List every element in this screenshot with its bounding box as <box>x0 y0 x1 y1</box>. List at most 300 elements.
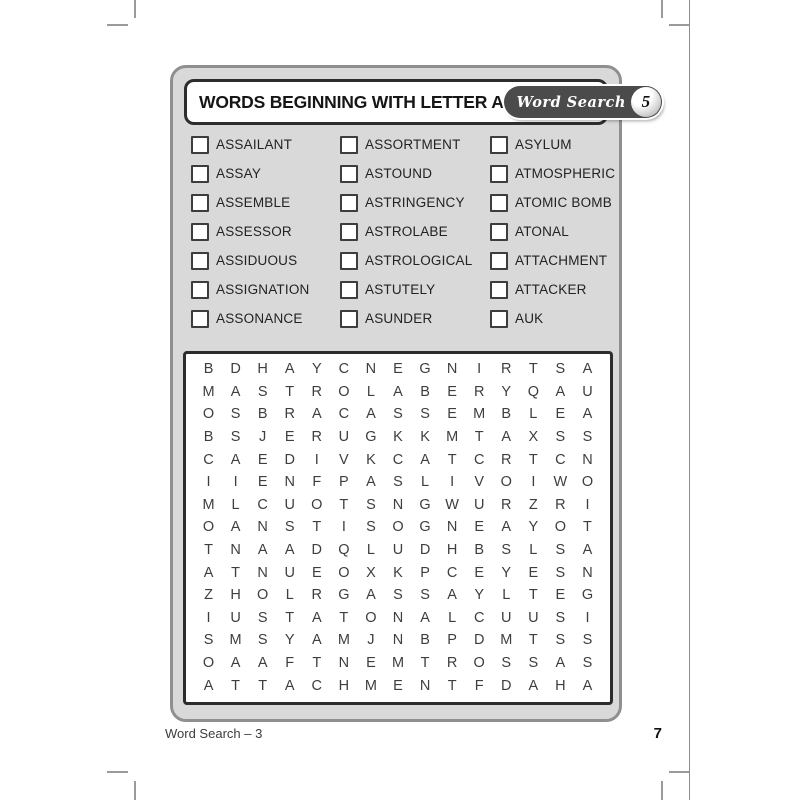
grid-letter: T <box>583 519 592 536</box>
grid-letter: T <box>474 429 484 446</box>
grid-letter: B <box>203 361 214 378</box>
word-label: ATONAL <box>515 224 569 239</box>
grid-letter: S <box>366 496 376 513</box>
grid-letter: A <box>311 406 322 423</box>
grid-letter: Y <box>501 383 512 400</box>
word-item <box>340 246 490 275</box>
grid-letter: S <box>555 632 566 649</box>
grid-letter: S <box>555 429 566 446</box>
word-label: ATTACHMENT <box>515 253 608 268</box>
grid-letter: I <box>585 496 590 513</box>
badge-number: 5 <box>641 92 651 111</box>
grid-letter: K <box>393 429 403 446</box>
word-item <box>490 304 625 333</box>
page-title: WORDS BEGINNING WITH LETTER A <box>199 91 504 112</box>
grid-letter: I <box>314 451 319 468</box>
grid-letter: R <box>501 361 512 378</box>
word-item <box>340 304 490 333</box>
footer-book-title: Word Search – 3 <box>165 726 263 741</box>
grid-letter: X <box>366 564 376 581</box>
grid-letter: T <box>231 564 241 581</box>
word-checkbox[interactable] <box>191 310 209 328</box>
grid-letter: U <box>528 609 539 626</box>
grid-letter: S <box>393 474 403 491</box>
grid-letter: C <box>446 564 458 581</box>
grid-letter: U <box>582 383 593 400</box>
grid-letter: D <box>311 542 323 559</box>
grid-letter: I <box>206 474 211 491</box>
grid-letter: H <box>555 677 566 694</box>
grid-letter: S <box>420 587 430 604</box>
word-item <box>340 130 490 159</box>
grid-letter: T <box>204 542 213 559</box>
word-item <box>191 159 340 188</box>
word-checkbox[interactable] <box>490 281 508 299</box>
grid-letter: G <box>419 496 431 513</box>
grid-letter: S <box>501 655 512 672</box>
grid-letter: E <box>528 564 539 581</box>
grid-letter: D <box>230 361 241 378</box>
grid-letter: B <box>203 429 214 446</box>
crop-mark-bottom-right-horizontal <box>669 771 690 773</box>
grid-letter: A <box>284 677 295 694</box>
grid-letter: B <box>420 383 430 400</box>
grid-letter: F <box>474 677 484 694</box>
grid-letter: C <box>473 451 485 468</box>
grid-letter: L <box>366 542 375 559</box>
crop-mark-top-right-horizontal <box>669 24 690 26</box>
grid-letter: U <box>284 496 295 513</box>
grid-letter: F <box>285 655 295 672</box>
grid-letter: T <box>339 609 349 626</box>
grid-letter: L <box>285 587 294 604</box>
grid-letter: M <box>202 496 215 513</box>
grid-letter: O <box>500 474 512 491</box>
word-checkbox[interactable] <box>490 310 508 328</box>
grid-letter: G <box>419 361 431 378</box>
word-item <box>490 217 625 246</box>
grid-letter: J <box>259 429 267 446</box>
word-checkbox[interactable] <box>340 165 358 183</box>
grid-letter: E <box>555 587 566 604</box>
grid-letter: T <box>420 655 430 672</box>
grid-letter: T <box>231 677 241 694</box>
word-checkbox[interactable] <box>191 136 209 154</box>
word-checkbox[interactable] <box>490 252 508 270</box>
grid-letter: G <box>365 429 377 446</box>
grid-letter: A <box>230 451 241 468</box>
grid-letter: S <box>420 406 430 423</box>
word-item <box>340 275 490 304</box>
grid-letter: E <box>474 564 485 581</box>
grid-letter: H <box>338 677 350 694</box>
grid-letter: O <box>581 474 594 491</box>
grid-letter: O <box>202 655 215 672</box>
grid-letter: M <box>500 632 513 649</box>
word-label: ATOMIC BOMB <box>515 195 612 210</box>
word-list <box>191 130 625 333</box>
grid-letter: S <box>555 542 566 559</box>
word-checkbox[interactable] <box>490 165 508 183</box>
word-column-3 <box>490 130 625 333</box>
grid-letter: U <box>338 429 350 446</box>
grid-letter: H <box>230 587 241 604</box>
grid-letter: A <box>284 361 295 378</box>
grid-letter: W <box>553 474 568 491</box>
grid-letter: N <box>284 474 295 491</box>
grid-letter: V <box>474 474 485 491</box>
grid-letter: N <box>257 519 268 536</box>
grid-letter: A <box>284 542 295 559</box>
grid-letter: N <box>392 496 404 513</box>
grid-letter: B <box>257 406 268 423</box>
grid-letter: N <box>338 655 350 672</box>
grid-letter: Y <box>474 587 485 604</box>
grid-letter: T <box>528 451 538 468</box>
grid-letter: A <box>528 677 539 694</box>
grid-letter: M <box>229 632 242 649</box>
grid-letter: R <box>473 383 485 400</box>
word-label: ASSESSOR <box>216 224 292 239</box>
grid-letter: A <box>257 542 268 559</box>
grid-letter: O <box>338 564 350 581</box>
word-checkbox[interactable] <box>191 165 209 183</box>
grid-letter: K <box>420 429 430 446</box>
grid-letter: U <box>230 609 241 626</box>
crop-mark-top-left-horizontal <box>107 24 128 26</box>
word-label: ASSIDUOUS <box>216 253 298 268</box>
grid-letter: I <box>531 474 536 491</box>
grid-letter: L <box>529 542 538 559</box>
grid-letter: L <box>366 383 375 400</box>
grid-letter: E <box>366 655 376 672</box>
grid-letter: N <box>582 564 593 581</box>
crop-mark-bottom-left-vertical <box>134 781 136 800</box>
grid-letter: Q <box>527 383 539 400</box>
grid-letter: S <box>203 632 214 649</box>
word-label: ASYLUM <box>515 137 572 152</box>
grid-letter: M <box>364 677 377 694</box>
word-checkbox[interactable] <box>191 223 209 241</box>
crop-mark-top-left-vertical <box>134 0 136 18</box>
page-number: 7 <box>653 725 662 742</box>
grid-letter: C <box>555 451 566 468</box>
grid-letter: N <box>392 609 404 626</box>
grid-letter: O <box>473 655 485 672</box>
word-checkbox[interactable] <box>340 281 358 299</box>
crop-mark-top-right-vertical <box>661 0 663 18</box>
word-label: ASTOUND <box>365 166 433 181</box>
word-item <box>490 159 625 188</box>
grid-letter: T <box>285 609 295 626</box>
grid-letter: T <box>447 451 457 468</box>
grid-letter: O <box>365 609 377 626</box>
word-item <box>191 246 340 275</box>
grid-letter: U <box>501 609 512 626</box>
grid-letter: V <box>339 451 349 468</box>
grid-letter: E <box>393 677 403 694</box>
grid-letter: I <box>341 519 346 536</box>
grid-letter: E <box>257 451 268 468</box>
grid-letter: D <box>419 542 431 559</box>
grid-letter: R <box>311 383 323 400</box>
grid-letter: S <box>393 587 403 604</box>
word-label: ASTRINGENCY <box>365 195 465 210</box>
word-label: ASSEMBLE <box>216 195 291 210</box>
word-label: ATTACKER <box>515 282 587 297</box>
grid-letter: L <box>529 406 538 423</box>
grid-letter: L <box>421 474 430 491</box>
word-label: ASSIGNATION <box>216 282 310 297</box>
grid-letter: M <box>473 406 486 423</box>
grid-letter: A <box>555 383 566 400</box>
word-item <box>490 246 625 275</box>
word-item <box>490 130 625 159</box>
grid-letter: S <box>555 609 566 626</box>
grid-letter: Y <box>311 361 322 378</box>
grid-letter: N <box>365 361 377 378</box>
page-trim-line <box>689 0 690 800</box>
grid-letter: P <box>447 632 457 649</box>
word-label: ASSAY <box>216 166 262 181</box>
grid-letter: O <box>392 519 404 536</box>
word-checkbox[interactable] <box>490 223 508 241</box>
word-checkbox[interactable] <box>340 194 358 212</box>
grid-letter: I <box>477 361 482 378</box>
grid-letter: E <box>257 474 268 491</box>
grid-letter: A <box>420 451 430 468</box>
word-checkbox[interactable] <box>191 194 209 212</box>
grid-letter: S <box>284 519 295 536</box>
grid-letter: A <box>393 383 403 400</box>
grid-letter: N <box>446 519 458 536</box>
grid-letter: R <box>501 451 512 468</box>
grid-letter: C <box>311 677 323 694</box>
grid-letter: R <box>284 406 295 423</box>
grid-letter: T <box>528 361 538 378</box>
grid-letter: T <box>312 519 322 536</box>
crop-mark-bottom-right-vertical <box>661 781 663 800</box>
grid-letter: G <box>338 587 350 604</box>
word-label: ATMOSPHERIC <box>515 166 616 181</box>
grid-letter: Z <box>204 587 213 604</box>
grid-letter: T <box>528 587 538 604</box>
grid-letter: S <box>501 542 512 559</box>
grid-letter: R <box>446 655 458 672</box>
grid-letter: N <box>582 451 593 468</box>
grid-letter: T <box>447 677 457 694</box>
grid-letter: E <box>284 429 295 446</box>
word-item <box>191 217 340 246</box>
grid-letter: O <box>257 587 269 604</box>
grid-letter: S <box>393 406 403 423</box>
grid-letter: U <box>284 564 295 581</box>
grid-letter: B <box>420 632 430 649</box>
grid-letter: D <box>473 632 485 649</box>
grid-letter: Y <box>284 632 295 649</box>
page-footer <box>165 725 662 742</box>
grid-letter: T <box>339 496 349 513</box>
grid-letter: S <box>555 564 566 581</box>
word-column-2 <box>340 130 490 333</box>
grid-letter: T <box>258 677 268 694</box>
grid-letter: M <box>446 429 459 446</box>
grid-letter: N <box>419 677 431 694</box>
grid-letter: A <box>582 361 593 378</box>
word-checkbox[interactable] <box>340 310 358 328</box>
grid-letter: S <box>257 609 268 626</box>
grid-letter: L <box>231 496 240 513</box>
crop-mark-bottom-left-horizontal <box>107 771 128 773</box>
grid-letter: K <box>393 564 403 581</box>
grid-letter: N <box>230 542 241 559</box>
grid-letter: S <box>528 655 539 672</box>
grid-letter: P <box>339 474 349 491</box>
word-item <box>191 275 340 304</box>
grid-letter: A <box>555 655 566 672</box>
grid-letter: M <box>391 655 405 672</box>
grid-letter: E <box>474 519 485 536</box>
grid-letter: T <box>528 632 538 649</box>
word-label: ASSONANCE <box>216 311 303 326</box>
grid-letter: M <box>202 383 215 400</box>
grid-letter: S <box>230 429 241 446</box>
grid-letter: K <box>366 451 376 468</box>
grid-letter: S <box>257 383 268 400</box>
grid-letter: C <box>338 406 350 423</box>
grid-letter: N <box>392 632 404 649</box>
grid-letter: A <box>366 474 376 491</box>
grid-letter: W <box>445 496 459 513</box>
grid-letter: R <box>311 587 323 604</box>
grid-letter: O <box>554 519 567 536</box>
grid-letter: L <box>448 609 457 626</box>
grid-letter: P <box>420 564 430 581</box>
word-checkbox[interactable] <box>340 252 358 270</box>
word-item <box>340 188 490 217</box>
grid-letter: L <box>502 587 511 604</box>
word-checkbox[interactable] <box>490 136 508 154</box>
grid-letter: A <box>582 677 593 694</box>
grid-letter: A <box>311 632 322 649</box>
word-column-1 <box>191 130 340 333</box>
grid-letter: E <box>447 383 457 400</box>
word-checkbox[interactable] <box>340 223 358 241</box>
grid-letter: H <box>257 361 268 378</box>
grid-letter: S <box>366 519 376 536</box>
grid-letter: Z <box>528 496 538 513</box>
grid-letter: D <box>284 451 295 468</box>
grid-letter: C <box>203 451 214 468</box>
grid-letter: A <box>311 609 322 626</box>
word-label: AUK <box>515 311 544 326</box>
grid-letter: A <box>582 406 593 423</box>
word-checkbox[interactable] <box>191 281 209 299</box>
letter-grid-panel <box>183 351 613 705</box>
grid-letter: S <box>582 655 593 672</box>
grid-letter: S <box>230 406 241 423</box>
word-item <box>340 217 490 246</box>
word-label: ASTROLOGICAL <box>365 253 473 268</box>
grid-letter: A <box>501 429 512 446</box>
grid-letter: B <box>501 406 512 423</box>
grid-letter: S <box>257 632 268 649</box>
badge-label: Word Search <box>516 93 626 111</box>
grid-letter: S <box>582 429 593 446</box>
word-label: ASTROLABE <box>365 224 448 239</box>
grid-letter: A <box>501 519 512 536</box>
grid-letter: C <box>473 609 485 626</box>
grid-letter: G <box>419 519 431 536</box>
word-label: ASSAILANT <box>216 137 293 152</box>
grid-letter: U <box>392 542 404 559</box>
grid-letter: E <box>311 564 322 581</box>
puzzle-card <box>170 65 651 722</box>
grid-letter: I <box>450 474 455 491</box>
grid-letter: D <box>501 677 512 694</box>
grid-letter: H <box>446 542 458 559</box>
grid-letter: O <box>202 406 215 423</box>
grid-letter: G <box>581 587 594 604</box>
word-search-badge <box>504 86 662 118</box>
grid-letter: I <box>585 609 590 626</box>
grid-letter: J <box>367 632 375 649</box>
grid-letter: A <box>366 406 376 423</box>
grid-letter: I <box>206 609 211 626</box>
grid-letter: A <box>257 655 268 672</box>
grid-letter: N <box>446 361 458 378</box>
word-label: ASTUTELY <box>365 282 436 297</box>
grid-letter: I <box>233 474 238 491</box>
word-checkbox[interactable] <box>490 194 508 212</box>
grid-letter: A <box>447 587 457 604</box>
grid-letter: O <box>338 383 350 400</box>
grid-letter: X <box>528 429 539 446</box>
word-label: ASSORTMENT <box>365 137 461 152</box>
word-item <box>490 188 625 217</box>
word-item <box>490 275 625 304</box>
grid-letter: R <box>555 496 566 513</box>
word-checkbox[interactable] <box>340 136 358 154</box>
grid-letter: F <box>312 474 322 491</box>
grid-letter: T <box>312 655 322 672</box>
word-checkbox[interactable] <box>191 252 209 270</box>
grid-letter: R <box>501 496 512 513</box>
word-item <box>191 130 340 159</box>
word-label: ASUNDER <box>365 311 433 326</box>
grid-letter: Y <box>528 519 539 536</box>
grid-letter: A <box>366 587 376 604</box>
grid-letter: E <box>393 361 403 378</box>
grid-letter: O <box>202 519 215 536</box>
grid-letter: S <box>582 632 593 649</box>
word-item <box>191 304 340 333</box>
grid-letter: Y <box>501 564 512 581</box>
grid-letter: C <box>257 496 268 513</box>
badge-number-ball <box>631 87 661 117</box>
grid-letter: U <box>473 496 485 513</box>
grid-letter: A <box>230 655 241 672</box>
grid-letter: S <box>555 361 566 378</box>
grid-letter: E <box>447 406 457 423</box>
grid-letter: M <box>337 632 350 649</box>
grid-letter: A <box>420 609 430 626</box>
grid-letter: Q <box>338 542 350 559</box>
grid-letter: O <box>311 496 323 513</box>
grid-letter: T <box>285 383 295 400</box>
grid-letter: A <box>230 519 241 536</box>
grid-letter: A <box>203 677 214 694</box>
